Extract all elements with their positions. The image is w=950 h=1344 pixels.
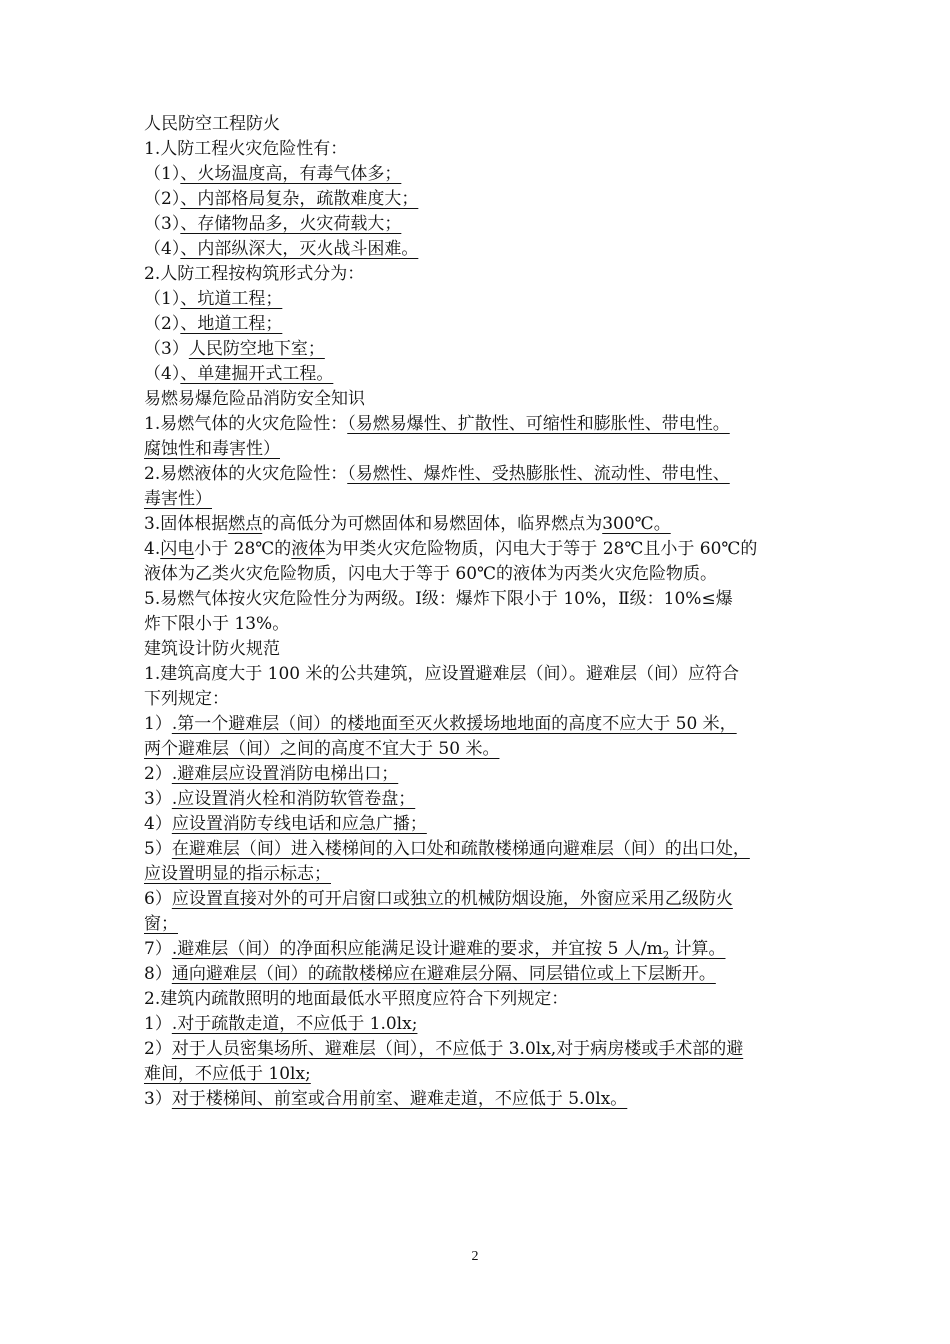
text-run: 为甲类火灾危险物质，闪电大于等于 28℃且小于 60℃的 [325, 539, 758, 559]
paragraph-continuation: 炸下限小于 13%。 [144, 614, 290, 634]
item-number: （2） [144, 189, 181, 209]
item-number: 4） [144, 814, 172, 834]
item-number: 7） [144, 939, 172, 959]
item-answer: 应设置明显的指示标志； [144, 864, 331, 884]
keyword-ignition-point: 燃点 [228, 514, 263, 534]
paragraph-solid [144, 512, 808, 537]
question-heading: 2.建筑内疏散照明的地面最低水平照度应符合下列规定： [144, 989, 569, 1009]
text-run: 小于 28℃的 [194, 539, 292, 559]
item-answer: 、内部格局复杂，疏散难度大； [180, 189, 419, 209]
item-number: （3） [144, 339, 189, 359]
item-number: 8） [144, 964, 172, 984]
item-answer: 对于人员密集场所、避难层（间），不应低于 3.0lx,对于病房楼或手术部的避 [171, 1039, 744, 1059]
item-number: 1） [144, 714, 172, 734]
item-answer: 、坑道工程； [180, 289, 283, 309]
section-title-building: 建筑设计防火规范 [144, 639, 280, 659]
paragraph-gas-hazard [144, 412, 808, 437]
list-item [144, 812, 808, 837]
paragraph-continuation: 液体为乙类火灾危险物质，闪电大于等于 60℃的液体为丙类火灾危险物质。 [144, 564, 718, 584]
item-answer: 通向避难层（间）的疏散楼梯应在避难层分隔、同层错位或上下层断开。 [171, 964, 716, 984]
list-item [144, 337, 808, 362]
item-answer: 两个避难层（间）之间的高度不宜大于 50 米。 [144, 739, 500, 759]
list-item [144, 212, 808, 237]
item-answer: 、内部纵深大，灭火战斗困难。 [180, 239, 419, 259]
item-answer-text: .避难层（间）的净面积应能满足设计避难的要求，并宜按 5 人/m [171, 939, 663, 959]
paragraph-flash [144, 537, 808, 562]
text-run: 4. [144, 539, 161, 559]
keyword-liquid: 液体 [291, 539, 326, 559]
list-item [144, 962, 808, 987]
item-answer: 人民防空地下室； [188, 339, 325, 359]
item-number: 2） [144, 1039, 172, 1059]
list-item [144, 237, 808, 262]
list-item-continuation [144, 737, 808, 762]
keyword-flash: 闪电 [160, 539, 195, 559]
paragraph-answer: 腐蚀性和毒害性） [144, 439, 280, 459]
list-item [144, 712, 808, 737]
item-answer: 对于楼梯间、前室或合用前室、避难走道，不应低于 5.0lx。 [171, 1089, 628, 1109]
item-answer: .避难层应设置消防电梯出口； [171, 764, 399, 784]
list-item [144, 787, 808, 812]
item-number: （4） [144, 239, 181, 259]
item-answer: .应设置消火栓和消防软管卷盘； [171, 789, 416, 809]
section-title-hazmat: 易燃易爆危险品消防安全知识 [144, 389, 365, 409]
paragraph-continuation [144, 437, 808, 462]
item-number: 5） [144, 839, 172, 859]
item-number: （1） [144, 164, 181, 184]
paragraph-answer: （易燃性、爆炸性、受热膨胀性、流动性、带电性、 [347, 464, 730, 484]
item-number: 2） [144, 764, 172, 784]
list-item-continuation [144, 912, 808, 937]
item-answer: .第一个避难层（间）的楼地面至灭火救援场地地面的高度不应大于 50 米， [171, 714, 737, 734]
list-item [144, 312, 808, 337]
item-number: （2） [144, 314, 181, 334]
item-answer: .对于疏散走道，不应低于 1.0lx; [171, 1014, 418, 1034]
page-content [144, 112, 808, 1112]
paragraph-continuation [144, 487, 808, 512]
text-run: 的高低分为可燃固体和易燃固体，临界燃点为 [262, 514, 603, 534]
paragraph-answer: （易燃易爆性、扩散性、可缩性和膨胀性、带电性。 [347, 414, 730, 434]
answer-temperature: 300℃。 [602, 514, 671, 534]
list-item [144, 287, 808, 312]
paragraph-answer: 毒害性） [144, 489, 212, 509]
item-number: （4） [144, 364, 181, 384]
list-item [144, 887, 808, 912]
paragraph-prefix: 2.易燃液体的火灾危险性： [144, 464, 348, 484]
list-item [144, 187, 808, 212]
item-answer: 、地道工程； [180, 314, 283, 334]
list-item [144, 1012, 808, 1037]
item-number: 3） [144, 789, 172, 809]
item-answer: 应设置直接对外的可开启窗口或独立的机械防烟设施，外窗应采用乙级防火 [171, 889, 733, 909]
item-answer: 、单建掘开式工程。 [180, 364, 334, 384]
text-run: 3.固体根据 [144, 514, 229, 534]
list-item [144, 1087, 808, 1112]
list-item [144, 837, 808, 862]
paragraph-gas-grade: 5.易燃气体按火灾危险性分为两级。Ⅰ级：爆炸下限小于 10%，Ⅱ级：10%≤爆 [144, 589, 733, 609]
item-number: （1） [144, 289, 181, 309]
item-answer: 应设置消防专线电话和应急广播； [171, 814, 427, 834]
list-item [144, 362, 808, 387]
list-item-continuation [144, 862, 808, 887]
list-item [144, 762, 808, 787]
item-answer: 窗； [144, 914, 178, 934]
list-item [144, 1037, 808, 1062]
item-answer: 、火场温度高，有毒气体多； [180, 164, 402, 184]
question-heading: 1.人防工程火灾危险性有： [144, 139, 348, 159]
item-answer: 难间，不应低于 10lx; [144, 1064, 311, 1084]
item-answer: 在避难层（间）进入楼梯间的入口处和疏散楼梯通向避难层（间）的出口处， [171, 839, 750, 859]
unit-subscript: 2 [662, 950, 670, 962]
page-number: 2 [471, 1249, 479, 1264]
item-answer [171, 939, 726, 962]
section-title-civil-defense: 人民防空工程防火 [144, 114, 280, 134]
list-item [144, 937, 808, 962]
item-number: （3） [144, 214, 181, 234]
list-item-continuation [144, 1062, 808, 1087]
paragraph-prefix: 1.易燃气体的火灾危险性： [144, 414, 348, 434]
item-answer: 、存储物品多，火灾荷载大； [180, 214, 402, 234]
question-heading: 1.建筑高度大于 100 米的公共建筑，应设置避难层（间）。避难层（间）应符合 [144, 664, 739, 684]
item-answer-tail: 计算。 [669, 939, 726, 959]
paragraph-liquid-hazard [144, 462, 808, 487]
question-heading-continuation: 下列规定： [144, 689, 229, 709]
item-number: 3） [144, 1089, 172, 1109]
question-heading: 2.人防工程按构筑形式分为： [144, 264, 365, 284]
item-number: 1） [144, 1014, 172, 1034]
list-item [144, 162, 808, 187]
item-number: 6） [144, 889, 172, 909]
